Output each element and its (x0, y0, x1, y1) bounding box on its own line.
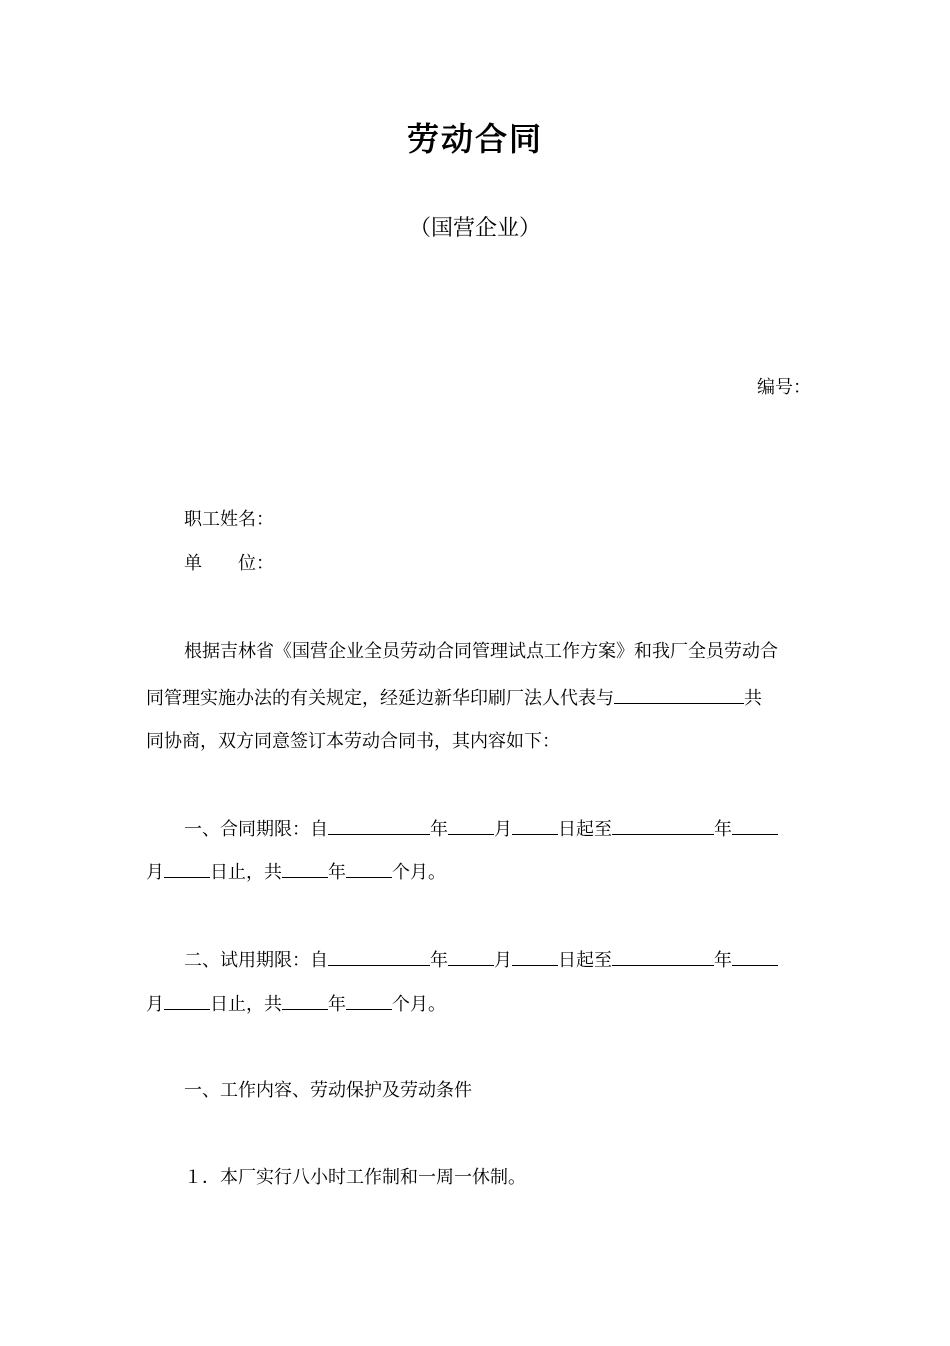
document-title: 劳动合同 (406, 120, 543, 158)
contract-to-text: 日止，共 (210, 862, 282, 883)
probation-end-year-text: 年 (714, 950, 732, 971)
probation-total-year-text: 年 (328, 994, 346, 1015)
contract-month-text: 月 (494, 819, 512, 840)
contract-end-year-blank (612, 816, 714, 835)
contract-months-text: 个月。 (392, 862, 446, 883)
probation-end-day-blank (164, 991, 210, 1010)
probation-total-months-blank (346, 991, 392, 1010)
representative-blank (614, 685, 744, 704)
contract-from-text: 日起至 (558, 819, 612, 840)
probation-start-year-blank (328, 947, 430, 966)
section-heading: 一、工作内容、劳动保护及劳动条件 (184, 1080, 472, 1101)
probation-term-line-1 (184, 947, 778, 973)
probation-month-text: 月 (494, 950, 512, 971)
contract-term-line-1 (184, 816, 778, 842)
item-1: １．本厂实行八小时工作制和一周一休制。 (184, 1167, 526, 1188)
contract-total-year-text: 年 (328, 862, 346, 883)
intro-line-2 (146, 685, 762, 711)
probation-start-day-blank (512, 947, 558, 966)
intro-line-1: 根据吉林省《国营企业全员劳动合同管理试点工作方案》和我厂全员劳动合 (184, 641, 778, 662)
contract-end-day-blank (164, 859, 210, 878)
unit-label-char: 单 (184, 553, 202, 574)
contract-term-label: 一、合同期限：自 (184, 819, 328, 840)
probation-total-years-blank (282, 991, 328, 1010)
serial-number-label: 编号： (757, 377, 811, 398)
intro-line-2-text: 同管理实施办法的有关规定，经延边新华印刷厂法人代表与 (146, 688, 614, 709)
employee-name-label: 职工姓名： (184, 509, 274, 530)
document-subtitle: （国营企业） (408, 216, 541, 241)
probation-term-label: 二、试用期限：自 (184, 950, 328, 971)
contract-end-year-text: 年 (714, 819, 732, 840)
unit-label (184, 552, 274, 576)
contract-start-day-blank (512, 816, 558, 835)
probation-start-month-blank (448, 947, 494, 966)
probation-end-year-blank (612, 947, 714, 966)
contract-total-years-blank (282, 859, 328, 878)
probation-months-text: 个月。 (392, 994, 446, 1015)
probation-year-text: 年 (430, 950, 448, 971)
contract-end-month-blank (732, 816, 778, 835)
contract-start-month-blank (448, 816, 494, 835)
contract-end-month-text: 月 (146, 862, 164, 883)
contract-start-year-blank (328, 816, 430, 835)
probation-from-text: 日起至 (558, 950, 612, 971)
probation-to-text: 日止，共 (210, 994, 282, 1015)
contract-term-line-2 (146, 859, 446, 885)
intro-line-2-end: 共 (744, 688, 762, 709)
intro-line-3: 同协商，双方同意签订本劳动合同书，其内容如下： (146, 731, 560, 752)
contract-total-months-blank (346, 859, 392, 878)
probation-term-line-2 (146, 991, 446, 1017)
probation-end-month-text: 月 (146, 994, 164, 1015)
contract-year-text: 年 (430, 819, 448, 840)
probation-end-month-blank (732, 947, 778, 966)
unit-label-rest: 位： (238, 553, 274, 574)
